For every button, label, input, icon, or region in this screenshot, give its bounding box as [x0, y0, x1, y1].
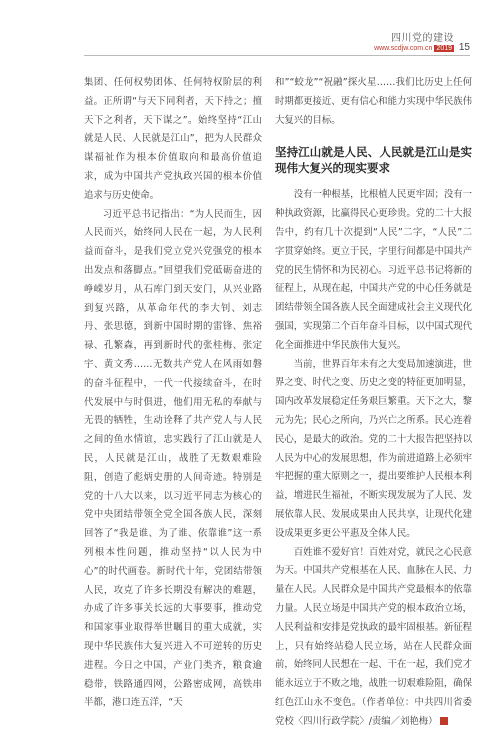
right-paragraph-2: 当前，世界百年未有之大变局加速演进，世界之变、时代之变、历史之变的特征更加明显，国内改革发展稳定任务艰巨繁重。天下之大，黎元为先；民心之所向，乃兴亡之所系。民心连着民心，是最大的政治。党的二十大报告把坚持以人民为中心的发展思想，作为前进道路上必须牢牢把握的重大原则之一，提出要维护人民根本利益，增进民生福祉，不断实现发展为了人民、发展依靠人民、发展成果由人民共享，让现代化建设成果更多更公平惠及全体人民。	[275, 358, 472, 539]
issue-badge: 2019	[436, 45, 452, 52]
section-heading: 坚持江山就是人民、人民就是江山是实现伟大复兴的现实要求	[275, 145, 472, 176]
page-number: 15	[458, 42, 470, 53]
header-site-row	[374, 45, 454, 53]
right-paragraph-1: 没有一种根基，比根植人民更牢固；没有一种执政资源，比赢得民心更珍贵。党的二十大报告中，约有几十次提到“人民”二字，“人民”二字贯穿始终。更立于民，字里行间都是中国共产党的民生情怀和为民初心。习近平总书记将新的征程上，从现在起，中国共产党的中心任务就是团结带领全国各族人民全面建成社会主义现代化强国，实现第二个百年奋斗目标，以中国式现代化全面推进中华民族伟大复兴。	[275, 189, 472, 351]
right-column	[275, 74, 472, 732]
article-end-mark	[440, 717, 448, 725]
website-text: www.scdjw.com.cn	[374, 45, 433, 52]
left-paragraph-2: 习近平总书记指出：“为人民而生，因人民而兴，始终同人民在一起，为人民利益而奋斗，是我们党立党兴党强党的根本出发点和落脚点。”回望我们党砥砺奋进的峥嵘岁月，从石库门到天安门，从兴业路到复兴路，从革命年代的李大钊、刘志丹、张思德，到新中国时期的雷锋、焦裕禄、孔繁森，再到新时代的张桂梅、张定宇、黄文秀……无数共产党人在风雨如磐的奋斗征程中，一代一代接续奋斗，在时代发展中与时俱进，他们用无私的奉献与无畏的牺牲，生动诠释了共产党人与人民之间的鱼水情谊，忠实践行了江山就是人民，人民就是江山，战胜了无数艰难险阻，创造了彪炳史册的人间奇迹。特别是党的十八大以来，以习近平同志为核心的党中央团结带领全党全国各族人民，深刻回答了“我是谁、为了谁、依靠谁”这一系列根本性问题，推动坚持“以人民为中心”的时代画卷。新时代十年，党团结带领人民，攻克了许多长期没有解决的难题，办成了许多事关长远的大事要事，推动党和国家事业取得举世瞩目的重大成就，实现中华民族伟大复兴进入不可逆转的历史进程。今日之中国，产业门类齐，粮食逾稳带，铁路通四网，公路密成网，高铁串半都，港口连五洋，“天	[84, 208, 262, 709]
left-paragraph-1: 集团、任何权势团体、任何特权阶层的利益。正所谓“与天下同利者，天下持之；擅天下之利者，天下谋之”。始终坚持“江山就是人民、人民就是江山”，把为人民群众谋福祉作为根本价值取向和最高价值追求，成为中国共产党执政兴国的根本价值追求与历史使命。	[84, 77, 262, 201]
right-intro-paragraph: 和”“蛟龙”“祝融”探火星……我们比历史上任何时期都更接近、更有信心和能力实现中华民族伟大复兴的目标。	[275, 77, 472, 126]
header-text-block	[374, 33, 454, 53]
right-paragraph-3-text: 百姓谁不爱好官！百姓对党，就民之心民意为天。中国共产党根基在人民、血脉在人民、力量在人民。人民群众是中国共产党最根本的依靠力量。人民立场是中国共产党的根本政治立场，人民利益和安排是党执政的最牢固根基。新征程上，只有始终站稳人民立场，站在人民群众面前，始终同人民想在一起、干在一起，我们党才能永远立于不败之地，战胜一切艰难险阻，确保红色江山永不变色。（作者单位：中共四川省委党校〈四川行政学院〉/责编／刘艳梅）	[275, 546, 472, 727]
right-paragraph-3	[275, 544, 472, 732]
left-column	[84, 74, 262, 713]
magazine-title: 四川党的建设	[391, 33, 454, 44]
header-divider	[84, 55, 470, 56]
